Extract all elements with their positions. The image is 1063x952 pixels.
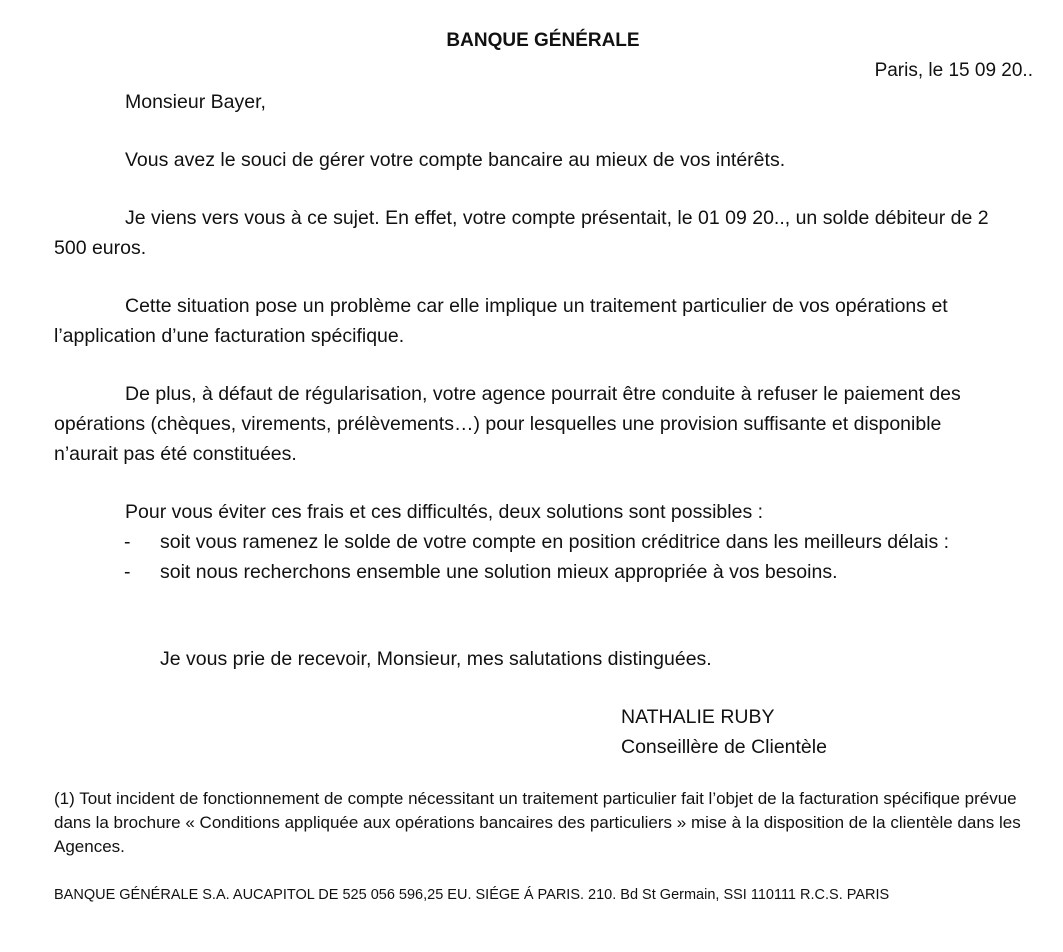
list-item-text: soit vous ramenez le solde de votre compte en position créditrice dans les meilleurs délais : [160,531,950,553]
footnote: (1) Tout incident de fonctionnement de compte nécessitant un traitement particulier fait l’objet de la facturation spécifique prévue dans la brochure « Conditions appliquée aux opérations bancaires des particuliers » mise à la disposition de la clientèle dans les Agences. [54,789,1021,856]
solutions-list [54,527,1004,587]
legal-notice: BANQUE GÉNÉRALE S.A. AUCAPITOL DE 525 056 596,25 EU. SIÉGE Á PARIS. 210. Bd St Germain, SSI 110111 R.C.S. PARIS [54,887,890,903]
paragraph-3: Cette situation pose un problème car elle implique un traitement particulier de vos opérations et l’application d’une facturation spécifique. [54,295,948,347]
paragraph-4: De plus, à défaut de régularisation, votre agence pourrait être conduite à refuser le paiement des opérations (chèques, virements, prélèvements…) pour lesquelles une provision suffisante et disponible n’aurait pas été constituées. [54,383,961,465]
salutation: Monsieur Bayer, [125,91,266,113]
list-dash: - [124,561,131,583]
signature-block [621,702,827,762]
paragraph-2: Je viens vers vous à ce sujet. En effet, votre compte présentait, le 01 09 20.., un solde débiteur de 2 500 euros. [54,207,989,259]
list-item [54,527,1004,557]
list-dash: - [124,531,131,553]
paragraph-5: Pour vous éviter ces frais et ces difficultés, deux solutions sont possibles : [125,501,764,523]
bank-name-heading: BANQUE GÉNÉRALE [446,30,640,51]
letter-date: Paris, le 15 09 20.. [874,60,1033,81]
list-item [54,557,1004,587]
paragraph-1: Vous avez le souci de gérer votre compte bancaire au mieux de vos intérêts. [125,149,786,171]
signature-title: Conseillère de Clientèle [621,736,827,758]
closing-formula: Je vous prie de recevoir, Monsieur, mes salutations distinguées. [160,648,712,670]
signature-name: NATHALIE RUBY [621,706,775,728]
list-item-text: soit nous recherchons ensemble une solution mieux appropriée à vos besoins. [160,561,838,583]
